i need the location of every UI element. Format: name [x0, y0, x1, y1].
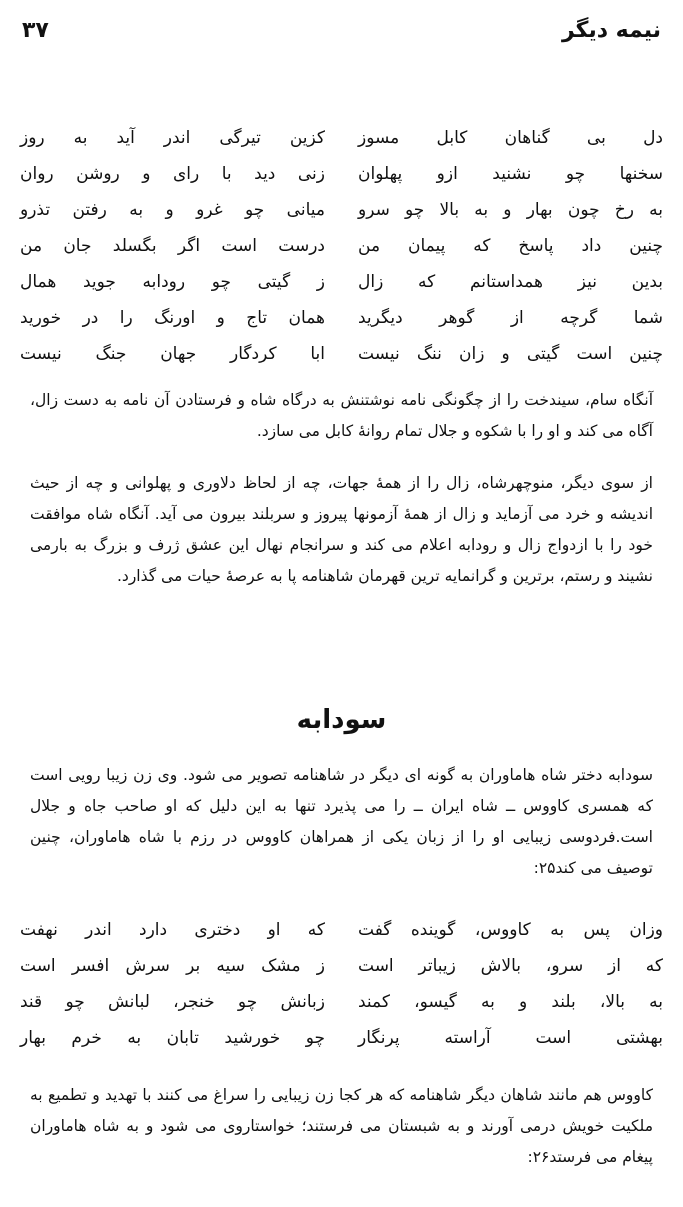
- verse-second-hemistich: که او دختری دارد اندر نهفت: [20, 920, 325, 940]
- verse-first-hemistich: بهشتی است آراسته پرنگار: [358, 1028, 663, 1048]
- verse-second-hemistich: چو خورشید تابان به خرم بهار: [20, 1028, 325, 1048]
- verse-second-hemistich: ز مشک سیه بر سرش افسر است: [20, 956, 325, 976]
- verse-second-hemistich: ابا کردگار جهان جنگ نیست: [20, 344, 325, 364]
- verse-row: [20, 920, 663, 956]
- verse-row: [20, 272, 663, 308]
- verse-second-hemistich: همان تاج و اورنگ را در خورید: [20, 308, 325, 328]
- verse-row: [20, 308, 663, 344]
- verse-row: [20, 128, 663, 164]
- verse-first-hemistich: چنین داد پاسخ که پیمان من: [358, 236, 663, 256]
- verse-second-hemistich: ز گیتی چو رودابه جوید همال: [20, 272, 325, 292]
- verse-first-hemistich: به بالا، بلند و به گیسو، کمند: [358, 992, 663, 1012]
- page-number: ۳۷: [22, 18, 49, 43]
- verse-first-hemistich: به رخ چون بهار و به بالا چو سرو: [358, 200, 663, 220]
- verse-second-hemistich: میانی چو غرو و به رفتن تذرو: [20, 200, 325, 220]
- verse-first-hemistich: که از سرو، بالاش زیباتر است: [358, 956, 663, 976]
- paragraph-text: آنگاه سام، سیندخت را از چگونگی نامه نوشتنش به درگاه شاه و فرستادن آن نامه به دست زال، آگاه می کند و او را با شکوه و جلال تمام روانهٔ کابل می سازد.: [30, 391, 653, 440]
- verse-first-hemistich: شما گرچه از گوهر دیگرید: [358, 308, 663, 328]
- verse-first-hemistich: بدین نیز همداستانم که زال: [358, 272, 663, 292]
- verse-first-hemistich: وزان پس به کاووس، گوینده گفت: [358, 920, 663, 940]
- section-title: سودابه: [296, 705, 387, 735]
- paragraph-3: [30, 760, 653, 884]
- verse-first-hemistich: چنین است گیتی و زان ننگ نیست: [358, 344, 663, 364]
- verse-row: [20, 164, 663, 200]
- verse-row: [20, 200, 663, 236]
- verse-second-hemistich: زبانش چو خنجر، لبانش چو قند: [20, 992, 325, 1012]
- paragraph-text: سودابه دختر شاه هاماوران به گونه ای دیگر در شاهنامه تصویر می شود. وی زن زیبا رویی است که همسری کاووس ــ شاه ایران ــ را می پذیرد تنها به این دلیل که او صاحب جاه و جلال است.فردوسی زیبایی او را از زبان یکی از همراهان کاووس در رزم با شاه هاماوران، چنین توصیف می کند۲۵:: [30, 766, 653, 877]
- page-header: [22, 18, 661, 52]
- verse-block-1: [20, 128, 663, 380]
- verse-first-hemistich: سخنها چو نشنید ازو پهلوان: [358, 164, 663, 184]
- paragraph-text: کاووس هم مانند شاهان دیگر شاهنامه که هر کجا زن زیبایی را سراغ می کنند با تهدید و تطمیع به ملکیت خویش درمی آورند و به شبستان می فرستند؛ خواستاروی می شود و به شاه هاماوران پیغام می فرستد۲۶:: [30, 1086, 653, 1166]
- verse-row: [20, 1028, 663, 1064]
- paragraph-4: [30, 1080, 653, 1173]
- running-title: نیمه دیگر: [561, 18, 661, 43]
- verse-second-hemistich: زنی دید با رای و روشن روان: [20, 164, 325, 184]
- verse-second-hemistich: کزین تیرگی اندر آید به روز: [20, 128, 325, 148]
- paragraph-1: [30, 385, 653, 447]
- verse-block-2: [20, 920, 663, 1064]
- paragraph-text: از سوی دیگر، منوچهرشاه، زال را از همهٔ جهات، چه از لحاظ دلاوری و پهلوانی و چه از حیث اندیشه و خرد می آزماید و زال از همهٔ آزمونها پیروز و سربلند بیرون می آید. آنگاه شاه موافقت خود را با ازدواج زال و رودابه اعلام می کند و سرانجام نهال این عشق ژرف و بزرگ به بارمی نشیند و رستم، برترین و گرانمایه ترین قهرمان شاهنامه پا به عرصهٔ حیات می گذارد.: [30, 474, 653, 585]
- verse-row: [20, 236, 663, 272]
- verse-row: [20, 956, 663, 992]
- verse-second-hemistich: درست است اگر بگسلد جان من: [20, 236, 325, 256]
- verse-first-hemistich: دل بی گناهان کابل مسوز: [358, 128, 663, 148]
- verse-row: [20, 992, 663, 1028]
- verse-row: [20, 344, 663, 380]
- paragraph-2: [30, 468, 653, 592]
